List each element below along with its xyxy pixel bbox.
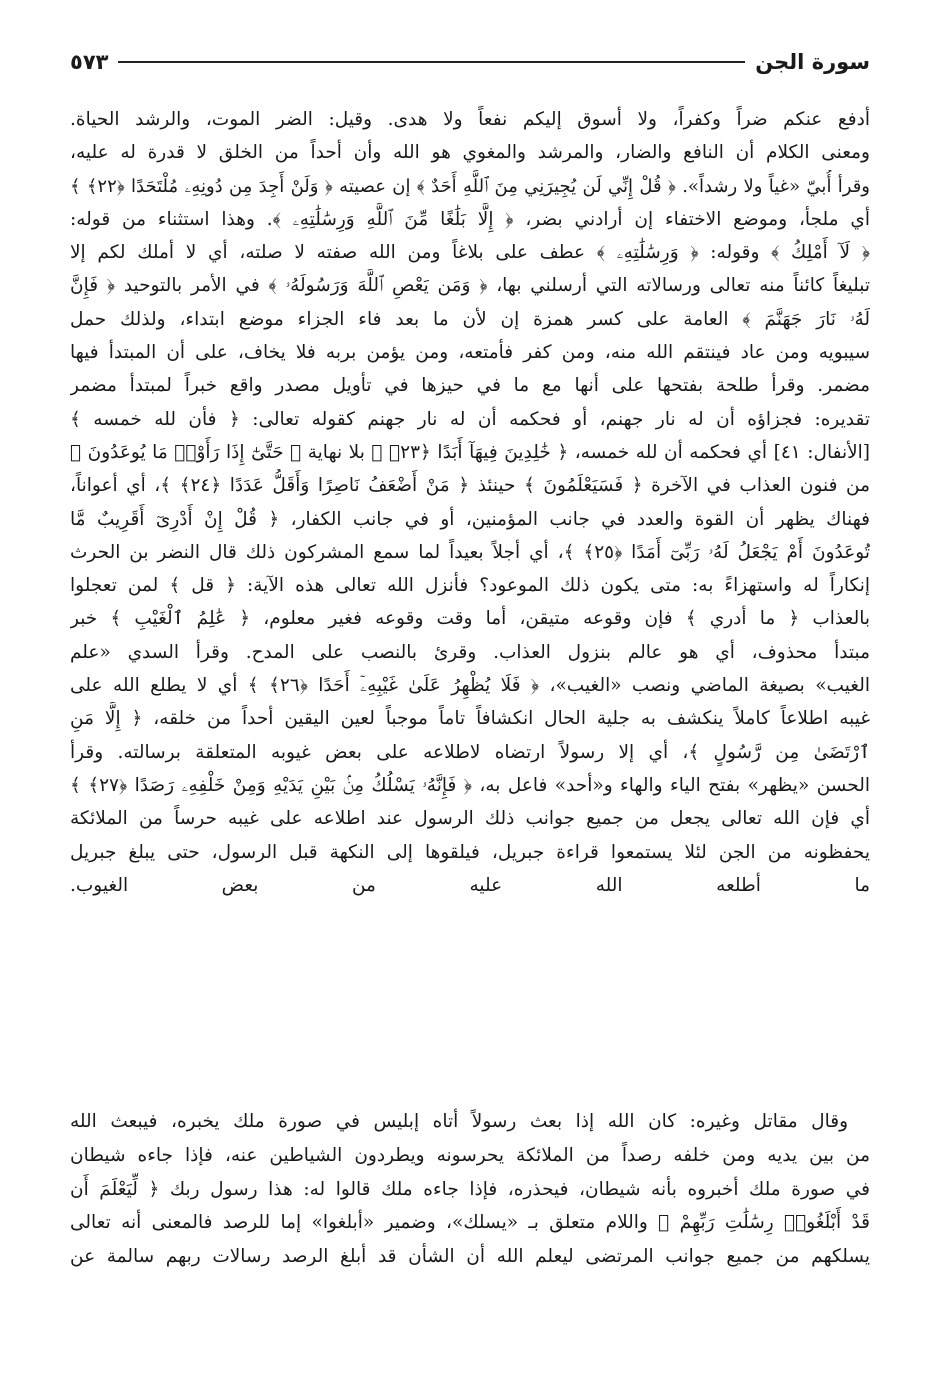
text-line: إنكاراً له واستهزاءً به: متى يكون ذلك الموعود؟ فأنزل الله تعالى هذه الآية: ﴿ قل ﴾ لمن تعجلوا — [70, 575, 870, 597]
text-line — [70, 902, 870, 935]
text-line: لَهُۥ نَارَ جَهَنَّمَ ﴾ العامة على كسر همزة إن لأن ما بعد فاء الجزاء موضع ابتداء، ولذلك حمل — [70, 308, 870, 330]
header-rule — [118, 61, 745, 63]
paragraph-1 — [70, 103, 870, 935]
text-line: تبليغاً كائناً منه تعالى ورسالاته التي أرسلني بها، ﴿ وَمَن يَعْصِ ٱللَّهَ وَرَسُولَهُۥ ﴾ في الأمر بالتوحيد ﴿ فَإِنَّ — [70, 275, 870, 297]
text-line: الغيب» بصيغة الماضي ونصب «الغيب»، ﴿ فَلَا يُظْهِرُ عَلَىٰ غَيْبِهِۦٓ أَحَدًا ﴿٢٦﴾ ﴾ أي لا يطلع الله على — [70, 675, 870, 697]
text-line: الحسن «يظهر» بفتح الياء والهاء و«أحد» فاعل به، ﴿ فَإِنَّهُۥ يَسْلُكُ مِنۢ بَيْنِ يَدَيْهِ وَمِنْ خَلْفِهِۦ رَصَدًا ﴿٢٧﴾ ﴾ — [70, 774, 870, 796]
text-line: بالعذاب ﴿ ما أدري ﴾ فإن وقوعه متيقن، أما وقت وقوعه فغير معلوم، ﴿ عَٰلِمُ ٱلْغَيْبِ ﴾ خبر — [70, 608, 870, 630]
text-line: تقديره: فجزاؤه أن له نار جهنم، أو فحكمه أن له نار جهنم كقوله تعالى: ﴿ فأن لله خمسه ﴾ — [70, 408, 870, 430]
surah-title: سورة الجن — [755, 50, 870, 74]
text-line: وقرأ أُبيّ «غياً ولا رشداً». ﴿ قُلْ إِنِّي لَن يُجِيرَنِي مِنَ ٱللَّهِ أَحَدٌ ﴾ إن عصيته ﴿ وَلَنْ أَجِدَ مِن دُونِهِۦ مُلْتَحَدًا ﴿٢٢﴾ ﴾ — [70, 175, 870, 197]
page-number: ٥٧٣ — [70, 50, 109, 74]
text-line: أي ملجأ، وموضع الاختفاء إن أرادني بضر، ﴿ إِلَّا بَلَٰغًا مِّنَ ٱللَّهِ وَرِسَٰلَٰتِهِۦ ﴾. وهذا استثناء من قوله: — [70, 208, 870, 230]
text-line: أدفع عنكم ضراً وكفراً، ولا أسوق إليكم نفعاً ولا هدى. وقيل: الضر الموت، والرشد الحياة. — [70, 109, 870, 130]
text-line: تُوعَدُونَ أَمْ يَجْعَلُ لَهُۥ رَبِّىٓ أَمَدًا ﴿٢٥﴾ ﴾، أي أجلاً بعيداً لما سمع المشركون ذلك قال النضر بن الحرث — [70, 541, 870, 563]
text-line: وقال مقاتل وغيره: كان الله إذا بعث رسولاً أتاه إبليس في صورة ملك يخبره، فيبعث الله — [70, 1111, 848, 1132]
page-header — [70, 40, 870, 84]
text-line: غيبه اطلاعاً كاملاً ينكشف به جلية الحال انكشافاً تاماً موجباً لعين اليقين أحداً من خلقه، ﴿ إِلَّا مَنِ — [70, 708, 870, 730]
text-line: في صورة ملك أخبروه بأنه شيطان، فيحذره، فإذا جاءه ملك قالوا له: هذا رسول ربك ﴿ لِّيَعْلَمَ أَن — [70, 1178, 870, 1200]
text-line: أي فإن الله تعالى يجعل من جميع جوانب ذلك الرسول عند اطلاعه على غيبه حرساً من الملائكة — [70, 808, 870, 830]
text-line: من فنون العذاب في الآخرة ﴿ فَسَيَعْلَمُونَ ﴾ حينئذ ﴿ مَنْ أَضْعَفُ نَاصِرًا وَأَقَلُّ عَدَدًا ﴿٢٤﴾ ﴾، أي أعواناً، — [70, 475, 870, 497]
text-line: قَدْ أَبْلَغُوا۟ رِسَٰلَٰتِ رَبِّهِمْ ﴾ واللام متعلق بـ «يسلك»، وضمير «أبلغوا» إما للرصد فالمعنى أنه تعالى — [70, 1212, 870, 1234]
text-line: مضمر. وقرأ طلحة بفتحها على أنها مع ما في حيزها في تأويل مصدر واقع خبراً لمبتدأ مضمر — [70, 375, 870, 397]
text-line: ومعنى الكلام أن النافع والضار، والمرشد والمغوي هو الله وأن أحداً من الخلق لا قدرة له عليه، — [70, 142, 870, 164]
paragraph-2 — [70, 1105, 870, 1274]
text-line: ﴿ لَآ أَمْلِكُ ﴾ وقوله: ﴿ وَرِسَٰلَٰتِهِۦ ﴾ عطف على بلاغاً ومن الله صفته لا صلته، أي لا أملك لكم إلا — [70, 242, 870, 264]
text-line: ما أطلعه الله عليه من بعض الغيوب. — [70, 874, 870, 896]
text-line: مبتدأ محذوف، أي هو عالم بنزول العذاب. وقرئ بالنصب على المدح. وقرأ السدي «علم — [70, 641, 870, 663]
text-line: سيبويه ومن عاد فينتقم الله منه، ومن كفر فأمتعه، ومن يؤمن بربه فلا يخاف، على أن المبتدأ فيها — [70, 342, 870, 364]
text-line: يحفظونه من الجن لئلا يستمعوا قراءة جبريل، فيلقوها إلى النكهة قبل الرسول، حتى يبلغ جبريل — [70, 841, 870, 863]
text-line: [الأنفال: ٤١] أي فحكمه أن لله خمسه، ﴿ خَٰلِدِينَ فِيهَآ أَبَدًا ﴿٢٣﴾ ﴾ بلا نهاية ﴿ حَتَّىٰٓ إِذَا رَأَوْا۟ مَا يُوعَدُونَ ﴾ — [70, 441, 870, 463]
text-line: ٱرْتَضَىٰ مِن رَّسُولٍ ﴾، أي إلا رسولاً ارتضاه لاطلاعه على بعض غيوبه المتعلقة برسالته. وقرأ — [70, 741, 870, 763]
text-line: فهناك يظهر أن القوة والعدد في جانب المؤمنين، أو في جانب الكفار، ﴿ قُلْ إِنْ أَدْرِىٓ أَقَرِيبٌ مَّا — [70, 508, 870, 530]
text-line: من بين يديه ومن خلفه رصداً من الملائكة يحرسونه ويطردون الشياطين عنه، فإذا جاءه شيطان — [70, 1144, 870, 1166]
text-line: يسلكهم من جميع جوانب المرتضى ليعلم الله أن الشأن قد أبلغ الرصد رسالات ربهم سالمة عن — [70, 1246, 870, 1268]
